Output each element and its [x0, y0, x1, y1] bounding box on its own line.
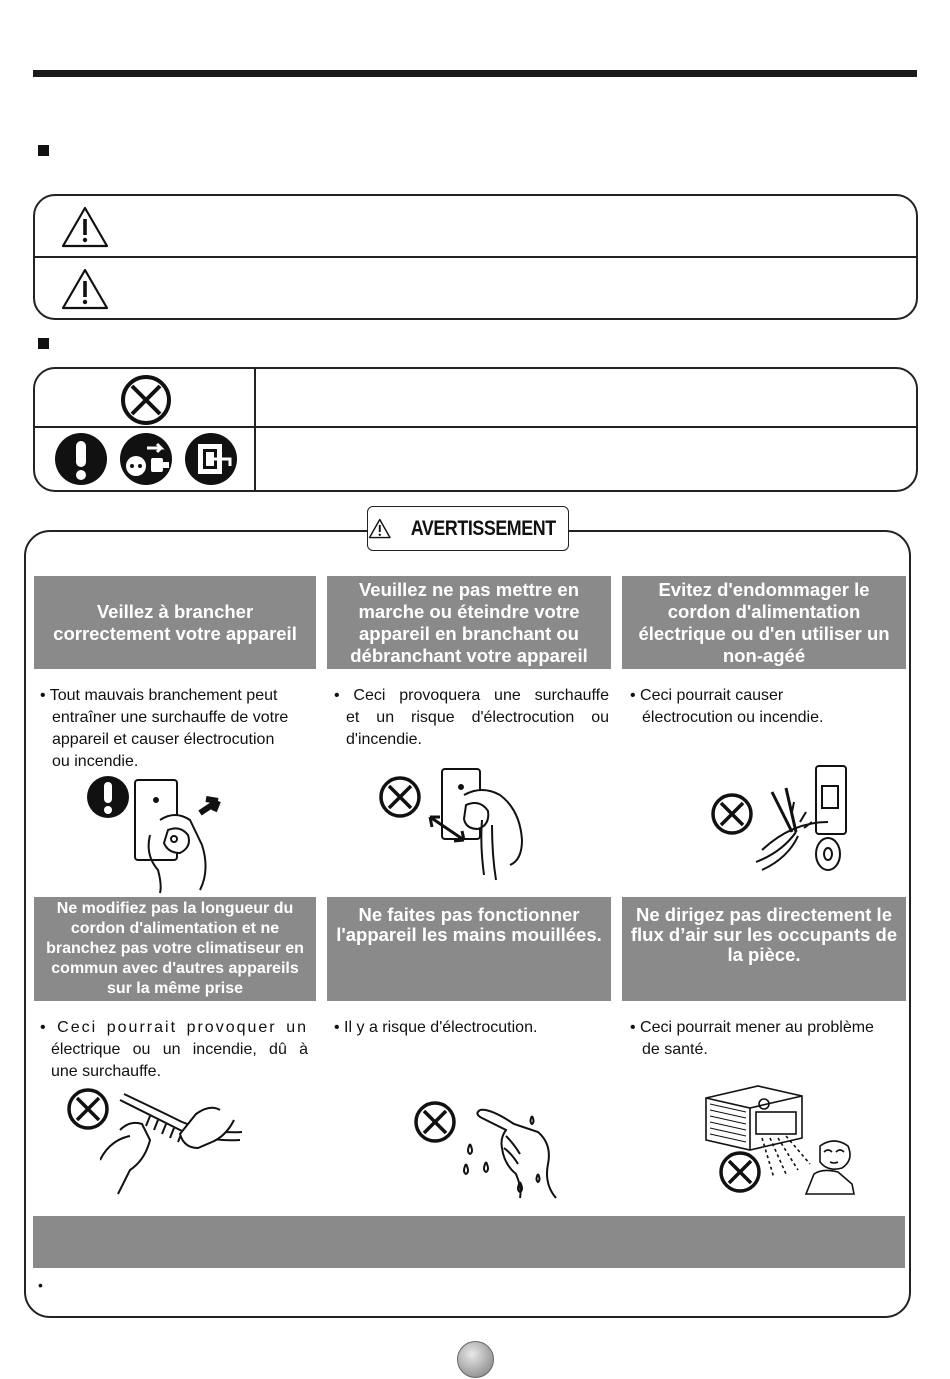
panel-title: Veillez à brancher correctement votre appareil — [53, 600, 297, 644]
panel-header — [34, 576, 316, 669]
panel-header — [622, 576, 906, 669]
text-line: d'incendie. — [346, 731, 422, 748]
text-line: de santé. — [642, 1041, 708, 1058]
panel-title: Veuillez ne pas mettre en marche ou éteindre votre appareil en branchant ou débranchant votre appareil — [350, 578, 588, 666]
text-line: électrique ou un incendie, dû à — [51, 1041, 308, 1058]
prohibited-icon — [119, 373, 173, 427]
prohibited-icon — [413, 1100, 457, 1144]
text-line: • Tout mauvais branchement peut — [40, 687, 278, 704]
warning-badge — [367, 506, 569, 551]
text-line: et un risque d'électrocution ou — [346, 709, 609, 726]
warning-triangle-icon — [368, 515, 392, 542]
text-line: appareil et causer électrocution — [52, 731, 275, 748]
mandatory-icon — [86, 775, 130, 819]
panel-title: Evitez d'endommager le cordon d'alimentation électrique ou d'en utiliser un non-agéé — [638, 578, 890, 666]
panel-header — [622, 897, 906, 1001]
footer-bullet: • — [38, 1277, 43, 1293]
warning-triangle-icon — [60, 205, 110, 249]
text-line: • Ceci provoquera une surchauffe — [334, 687, 609, 704]
panel-header — [34, 897, 316, 1001]
text-line: électrocution ou incendie. — [642, 709, 824, 726]
divider — [35, 256, 916, 258]
text-line: • Ceci pourrait causer — [630, 687, 784, 704]
text-line: • Ceci pourrait mener au problème — [630, 1019, 874, 1036]
panel-header — [327, 576, 611, 669]
wet-hand-illustration — [460, 1104, 560, 1200]
text-line: • Ceci pourrait provoquer un — [40, 1019, 308, 1036]
panel-title: Ne dirigez pas directement le flux d’air sur les occupants de la pièce. — [630, 904, 898, 965]
top-rule — [33, 70, 917, 77]
cord-splice-illustration — [100, 1090, 245, 1200]
warning-badge-label: AVERTISSEMENT — [410, 516, 556, 540]
ground-icon — [184, 432, 238, 486]
page-number-badge — [457, 1341, 494, 1378]
prohibited-icon — [718, 1150, 762, 1194]
text-line: • Il y a risque d'électrocution. — [334, 1019, 538, 1036]
panel-text — [40, 685, 320, 773]
panel-text — [334, 1017, 609, 1039]
text-line: ou incendie. — [52, 753, 139, 770]
panel-header — [327, 897, 611, 1001]
section-marker — [38, 145, 49, 156]
bottom-bar — [33, 1216, 905, 1268]
prohibited-icon — [710, 792, 754, 836]
text-line: entraîner une surchauffe de votre — [52, 709, 289, 726]
panel-title: Ne faites pas fonctionner l'appareil les mains mouillées. — [336, 904, 602, 945]
text-line: une surchauffe. — [51, 1063, 162, 1080]
prohibited-icon — [378, 775, 422, 819]
divider — [254, 369, 256, 490]
panel-text — [40, 1017, 308, 1083]
panel-text — [630, 1017, 905, 1061]
panel-text — [334, 685, 609, 751]
panel-text — [630, 685, 905, 729]
panel-title: Ne modifiez pas la longueur du cordon d'alimentation et ne branchez pas votre climatiseur en commun avec d'autres appareils sur la même prise — [46, 900, 304, 997]
unplug-icon — [119, 432, 173, 486]
mandatory-icon — [54, 432, 108, 486]
plug-illustration — [422, 765, 547, 890]
cord-damage-illustration — [752, 762, 852, 874]
warning-triangle-icon — [60, 267, 110, 311]
plug-illustration — [130, 775, 250, 895]
section-marker — [38, 338, 49, 349]
